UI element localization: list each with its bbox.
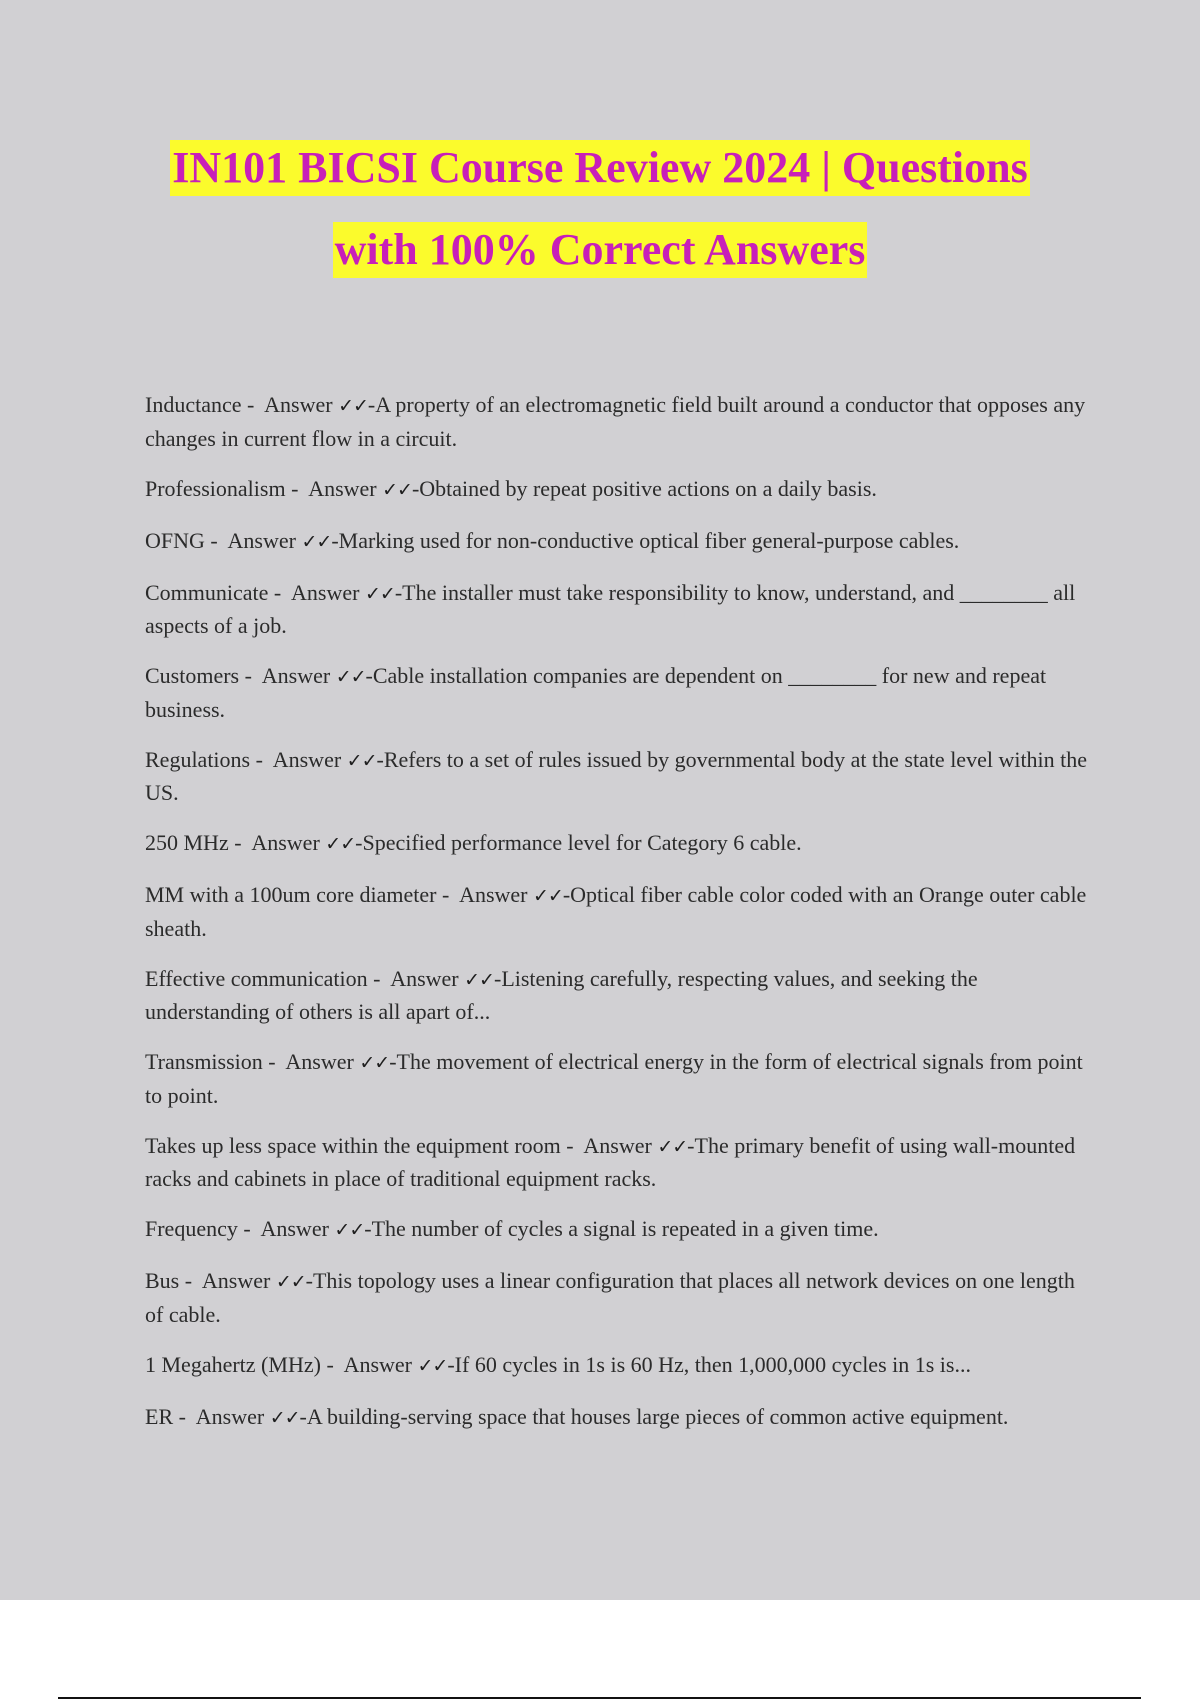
checkmark-icon: ✓✓ xyxy=(334,1219,365,1241)
answer-dash: - xyxy=(411,475,420,501)
title-line-2: with 100% Correct Answers xyxy=(333,222,868,278)
qa-answer: Marking used for non-conductive optical fiber general-purpose cables. xyxy=(338,527,960,553)
qa-answer: The movement of electrical energy in the form of electrical signals from point to point. xyxy=(145,1049,1083,1108)
qa-item xyxy=(145,1349,1095,1383)
qa-item xyxy=(145,827,1095,861)
answer-dash: - xyxy=(365,663,373,688)
answer-dash: - xyxy=(364,1216,372,1241)
answer-dash: - xyxy=(367,392,376,417)
qa-answer: Specified performance level for Category 6 cable. xyxy=(362,830,802,855)
qa-item xyxy=(145,1401,1095,1435)
checkmark-icon: ✓✓ xyxy=(338,395,368,417)
qa-separator: - xyxy=(268,579,292,605)
answer-label: Answer xyxy=(251,830,320,855)
page-divider xyxy=(58,1697,1141,1699)
checkmark-icon: ✓✓ xyxy=(335,666,366,688)
checkmark-icon: ✓✓ xyxy=(346,749,377,772)
qa-answer: The primary benefit of using wall-mounted racks and cabinets in place of traditional equipment racks. xyxy=(145,1132,1076,1191)
answer-dash: - xyxy=(389,1049,397,1074)
qa-term: Regulations xyxy=(145,746,251,772)
qa-item xyxy=(145,1213,1095,1247)
answer-dash: - xyxy=(493,965,502,991)
qa-separator: - xyxy=(239,663,262,688)
qa-separator: - xyxy=(179,1268,202,1293)
answer-label: Answer xyxy=(390,965,459,991)
qa-item xyxy=(145,1265,1095,1330)
qa-separator: - xyxy=(204,527,228,553)
answer-dash: - xyxy=(299,1403,307,1429)
qa-term: Customers xyxy=(145,663,240,688)
qa-term: Inductance xyxy=(145,392,242,417)
qa-separator: - xyxy=(228,830,252,855)
answer-label: Answer xyxy=(459,882,528,907)
answer-label: Answer xyxy=(291,579,360,605)
qa-item xyxy=(145,1046,1095,1111)
qa-answer: A building-serving space that houses large pieces of common active equipment. xyxy=(306,1403,1009,1429)
checkmark-icon: ✓✓ xyxy=(301,530,332,553)
qa-item xyxy=(145,389,1095,454)
checkmark-icon: ✓✓ xyxy=(533,885,563,907)
qa-separator: - xyxy=(237,1216,261,1241)
answer-label: Answer xyxy=(195,1403,265,1429)
qa-answer: This topology uses a linear configuration that places all network devices on one length of cable. xyxy=(145,1268,1075,1327)
qa-answer: Optical fiber cable color coded with an Orange outer cable sheath. xyxy=(145,882,1087,941)
qa-item xyxy=(145,1130,1095,1195)
qa-answer: Obtained by repeat positive actions on a daily basis. xyxy=(419,475,877,501)
qa-answer: Cable installation companies are dependent on ________ for new and repeat business. xyxy=(145,663,1047,722)
checkmark-icon: ✓✓ xyxy=(275,1271,306,1293)
qa-separator: - xyxy=(262,1049,286,1074)
qa-term: MM with a 100um core diameter xyxy=(145,882,437,907)
answer-dash: - xyxy=(394,579,403,605)
qa-term: Frequency xyxy=(145,1216,238,1241)
checkmark-icon: ✓✓ xyxy=(359,1052,390,1074)
answer-dash: - xyxy=(376,746,384,772)
qa-item xyxy=(145,473,1095,507)
qa-separator: - xyxy=(320,1351,344,1377)
title-line-1: IN101 BICSI Course Review 2024 | Questions xyxy=(170,140,1030,196)
qa-item xyxy=(145,744,1095,809)
checkmark-icon: ✓✓ xyxy=(364,582,395,605)
answer-label: Answer xyxy=(272,746,342,772)
answer-label: Answer xyxy=(583,1132,652,1158)
qa-separator: - xyxy=(250,746,273,772)
qa-answer: Listening carefully, respecting values, and seeking the understanding of others is all apart of... xyxy=(145,965,978,1024)
answer-dash: - xyxy=(331,527,339,553)
qa-answer: If 60 cycles in 1s is 60 Hz, then 1,000,000 cycles in 1s is... xyxy=(454,1351,971,1377)
qa-term: 1 Megahertz (MHz) xyxy=(145,1351,321,1377)
answer-label: Answer xyxy=(260,1216,329,1241)
qa-term: Transmission xyxy=(145,1049,263,1074)
checkmark-icon: ✓✓ xyxy=(325,833,356,855)
qa-item xyxy=(145,879,1095,944)
answer-label: Answer xyxy=(308,475,377,501)
qa-term: Professionalism xyxy=(145,475,286,501)
qa-item xyxy=(145,660,1095,725)
checkmark-icon: ✓✓ xyxy=(464,968,494,991)
checkmark-icon: ✓✓ xyxy=(382,478,412,501)
qa-answer: A property of an electromagnetic field built around a conductor that opposes any changes in current flow in a circuit. xyxy=(145,392,1086,451)
qa-item xyxy=(145,963,1095,1028)
qa-term: 250 MHz xyxy=(145,830,229,855)
qa-answer: The number of cycles a signal is repeated in a given time. xyxy=(371,1216,879,1241)
document-title xyxy=(0,140,1200,278)
qa-item xyxy=(145,525,1095,559)
answer-label: Answer xyxy=(261,663,331,688)
qa-term: OFNG xyxy=(145,527,205,553)
qa-separator: - xyxy=(436,882,460,907)
qa-list xyxy=(145,389,1095,1453)
checkmark-icon: ✓✓ xyxy=(657,1135,688,1158)
answer-dash: - xyxy=(355,830,363,855)
qa-answer: The installer must take responsibility to know, understand, and ________ all aspects of a job. xyxy=(145,579,1076,638)
answer-dash: - xyxy=(305,1268,313,1293)
qa-term: Communicate xyxy=(145,579,269,605)
qa-separator: - xyxy=(285,475,309,501)
answer-label: Answer xyxy=(285,1049,354,1074)
qa-term: ER xyxy=(145,1403,174,1429)
answer-dash: - xyxy=(687,1132,695,1158)
qa-separator: - xyxy=(173,1403,196,1429)
answer-dash: - xyxy=(447,1351,455,1377)
answer-label: Answer xyxy=(227,527,296,553)
checkmark-icon: ✓✓ xyxy=(269,1406,300,1429)
answer-label: Answer xyxy=(343,1351,412,1377)
qa-item xyxy=(145,577,1095,642)
answer-label: Answer xyxy=(201,1268,271,1293)
answer-dash: - xyxy=(562,882,571,907)
qa-answer: Refers to a set of rules issued by governmental body at the state level within the US. xyxy=(145,746,1088,805)
checkmark-icon: ✓✓ xyxy=(417,1354,448,1377)
qa-term: Takes up less space within the equipment room xyxy=(145,1132,561,1158)
qa-term: Effective communication xyxy=(145,965,368,991)
answer-label: Answer xyxy=(264,392,333,417)
qa-separator: - xyxy=(367,965,391,991)
qa-term: Bus xyxy=(145,1268,180,1293)
qa-separator: - xyxy=(560,1132,584,1158)
qa-separator: - xyxy=(241,392,265,417)
